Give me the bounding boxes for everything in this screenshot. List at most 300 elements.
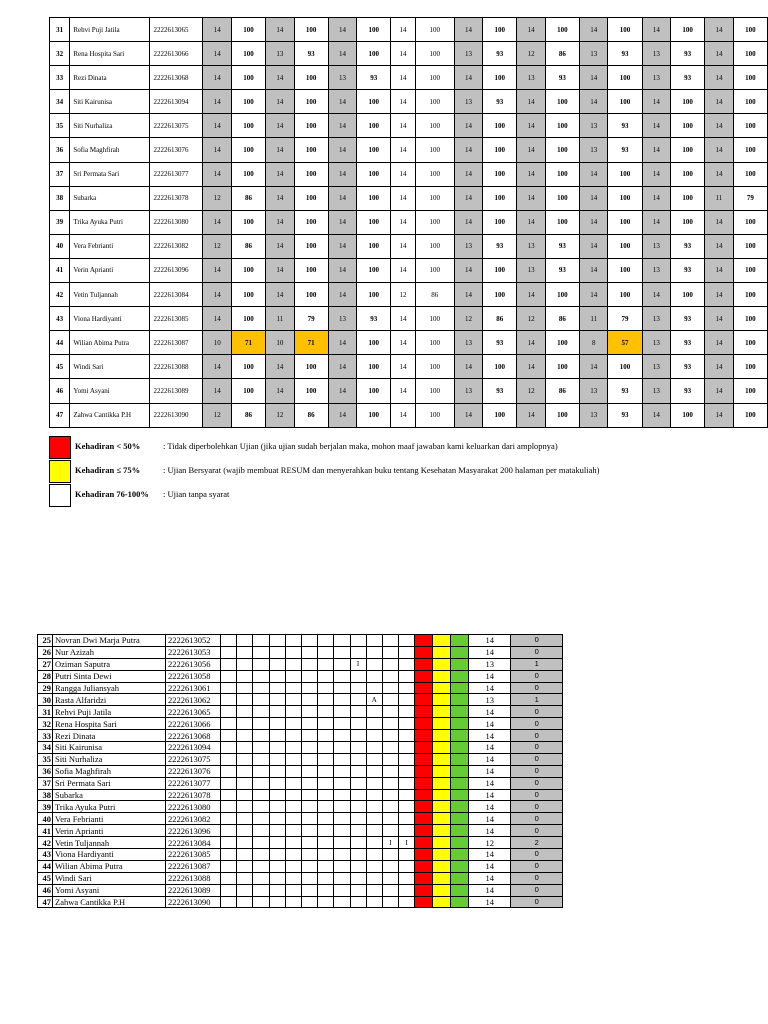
meeting-mark-cell xyxy=(301,825,317,837)
meeting-count-cell: 12 xyxy=(203,186,232,210)
row-number: 27 xyxy=(38,658,53,670)
meeting-count-cell: 14 xyxy=(266,379,295,403)
band-red-cell xyxy=(415,801,433,813)
percentage-cell: 100 xyxy=(608,90,642,114)
meeting-mark-cell xyxy=(350,753,366,765)
percentage-cell: 100 xyxy=(733,355,767,379)
meeting-count-cell: 13 xyxy=(642,355,671,379)
row-number: 29 xyxy=(38,682,53,694)
meeting-mark-cell xyxy=(334,837,350,849)
percentage-cell: 100 xyxy=(294,379,328,403)
percentage-cell: 100 xyxy=(545,114,579,138)
meeting-count-cell: 14 xyxy=(328,138,357,162)
meeting-count-cell: 14 xyxy=(266,210,295,234)
meeting-count-cell: 12 xyxy=(203,403,232,427)
percentage-cell: 100 xyxy=(608,66,642,90)
student-name: Subarka xyxy=(53,789,166,801)
student-row xyxy=(50,90,768,114)
meeting-mark-cell xyxy=(399,682,415,694)
meeting-mark-cell xyxy=(301,777,317,789)
percentage-cell: 100 xyxy=(483,403,517,427)
band-red-cell xyxy=(415,742,433,754)
attendance-recap-table xyxy=(37,634,563,908)
percentage-cell: 86 xyxy=(294,403,328,427)
meeting-mark-cell xyxy=(318,872,334,884)
recap-row xyxy=(38,860,563,872)
percentage-cell: 79 xyxy=(608,307,642,331)
meeting-mark-cell xyxy=(301,884,317,896)
meeting-count-cell: 14 xyxy=(579,90,608,114)
student-name: Viona Hardiyanti xyxy=(70,307,149,331)
meeting-mark-cell xyxy=(237,742,253,754)
percentage-cell: 100 xyxy=(232,355,266,379)
band-red-cell xyxy=(415,646,433,658)
meeting-count-cell: 13 xyxy=(642,258,671,282)
meeting-mark-cell xyxy=(399,646,415,658)
band-red-cell xyxy=(415,849,433,861)
meeting-mark-cell xyxy=(269,825,285,837)
meeting-count-cell: 13 xyxy=(517,258,546,282)
meeting-mark-cell xyxy=(382,706,398,718)
student-id: 2222613084 xyxy=(149,283,203,307)
meeting-count-cell: 14 xyxy=(203,355,232,379)
percentage-cell: 100 xyxy=(232,90,266,114)
meeting-count-cell: 14 xyxy=(517,210,546,234)
band-red-cell xyxy=(415,635,433,647)
meeting-mark-cell xyxy=(253,849,269,861)
percentage-cell: 93 xyxy=(608,138,642,162)
percentage-cell: 100 xyxy=(232,210,266,234)
percentage-cell: 100 xyxy=(294,283,328,307)
student-name: Rena Hospita Sari xyxy=(53,718,166,730)
percentage-cell: 100 xyxy=(357,210,391,234)
meeting-count-cell: 14 xyxy=(328,331,357,355)
band-green-cell xyxy=(451,730,469,742)
meeting-count-cell: 14 xyxy=(705,234,734,258)
meeting-mark-cell xyxy=(221,742,237,754)
meeting-mark-cell xyxy=(318,825,334,837)
meeting-count-cell: 14 xyxy=(203,162,232,186)
meeting-mark-cell xyxy=(350,872,366,884)
meeting-mark-cell xyxy=(269,789,285,801)
percentage-cell: 100 xyxy=(357,162,391,186)
student-name: Zahwa Cantikka P.H xyxy=(53,896,166,908)
meeting-mark-cell xyxy=(382,789,398,801)
percentage-cell: 100 xyxy=(545,18,579,42)
meeting-mark-cell xyxy=(399,777,415,789)
meeting-count-cell: 14 xyxy=(266,18,295,42)
meeting-mark-cell xyxy=(285,635,301,647)
meeting-mark-cell xyxy=(221,777,237,789)
percentage-cell: 100 xyxy=(608,162,642,186)
meeting-mark-cell xyxy=(350,730,366,742)
attendance-count: 14 xyxy=(469,765,511,777)
meeting-count-cell: 13 xyxy=(642,234,671,258)
meeting-count-cell: 14 xyxy=(391,186,415,210)
student-id: 2222613094 xyxy=(166,742,221,754)
student-id: 2222613089 xyxy=(149,379,203,403)
meeting-mark-cell xyxy=(285,765,301,777)
percentage-cell: 100 xyxy=(671,138,705,162)
meeting-mark-cell xyxy=(399,706,415,718)
student-row xyxy=(50,42,768,66)
student-row xyxy=(50,403,768,427)
band-green-cell xyxy=(451,670,469,682)
student-id: 2222613075 xyxy=(149,114,203,138)
percentage-cell: 86 xyxy=(232,403,266,427)
percentage-cell: 71 xyxy=(232,331,266,355)
meeting-count-cell: 10 xyxy=(266,331,295,355)
recap-row xyxy=(38,884,563,896)
meeting-count-cell: 14 xyxy=(705,403,734,427)
meeting-mark-cell xyxy=(285,706,301,718)
band-green-cell xyxy=(451,896,469,908)
meeting-count-cell: 14 xyxy=(391,307,415,331)
meeting-mark-cell xyxy=(350,813,366,825)
band-green-cell xyxy=(451,837,469,849)
percentage-cell: 86 xyxy=(232,186,266,210)
meeting-mark-cell xyxy=(301,718,317,730)
band-yellow-cell xyxy=(433,658,451,670)
percentage-cell: 100 xyxy=(608,258,642,282)
meeting-mark-cell xyxy=(399,813,415,825)
student-id: 2222613090 xyxy=(149,403,203,427)
band-red-cell xyxy=(415,789,433,801)
percentage-cell: 93 xyxy=(671,234,705,258)
meeting-count-cell: 14 xyxy=(705,283,734,307)
student-name: Yomi Asyani xyxy=(70,379,149,403)
meeting-mark-cell xyxy=(399,694,415,706)
meeting-count-cell: 14 xyxy=(391,18,415,42)
percentage-cell: 100 xyxy=(415,162,454,186)
percentage-cell: 100 xyxy=(733,403,767,427)
meeting-mark-cell xyxy=(334,789,350,801)
percentage-cell: 93 xyxy=(671,307,705,331)
meeting-mark-cell xyxy=(350,801,366,813)
meeting-mark-cell xyxy=(285,860,301,872)
meeting-count-cell: 14 xyxy=(454,114,483,138)
student-id: 2222613075 xyxy=(166,753,221,765)
percentage-cell: 100 xyxy=(545,355,579,379)
absence-count: 0 xyxy=(511,753,563,765)
meeting-mark-cell xyxy=(382,658,398,670)
percentage-cell: 100 xyxy=(357,114,391,138)
meeting-count-cell: 14 xyxy=(454,210,483,234)
meeting-mark-cell xyxy=(334,849,350,861)
legend-description: : Ujian Bersyarat (wajib membuat RESUM dan menyerahkan buku tentang Kesehatan Masyarakat 200 halaman per matakuliah) xyxy=(163,465,600,475)
meeting-mark-cell xyxy=(221,682,237,694)
band-yellow-cell xyxy=(433,777,451,789)
meeting-mark-cell xyxy=(253,706,269,718)
meeting-count-cell: 14 xyxy=(517,355,546,379)
student-row xyxy=(50,283,768,307)
percentage-cell: 93 xyxy=(608,403,642,427)
band-green-cell xyxy=(451,884,469,896)
meeting-mark-cell xyxy=(366,742,382,754)
percentage-cell: 100 xyxy=(415,90,454,114)
recap-row xyxy=(38,670,563,682)
student-name: Wilian Abima Putra xyxy=(53,860,166,872)
meeting-mark-cell xyxy=(285,825,301,837)
meeting-count-cell: 14 xyxy=(705,18,734,42)
meeting-mark-cell xyxy=(301,682,317,694)
student-name: Nur Azizah xyxy=(53,646,166,658)
meeting-mark-cell xyxy=(318,789,334,801)
percentage-cell: 100 xyxy=(483,138,517,162)
recap-row xyxy=(38,872,563,884)
row-number: 38 xyxy=(38,789,53,801)
meeting-mark-cell xyxy=(318,706,334,718)
row-number: 28 xyxy=(38,670,53,682)
meeting-mark-cell xyxy=(237,646,253,658)
meeting-count-cell: 14 xyxy=(517,283,546,307)
meeting-mark-cell xyxy=(237,706,253,718)
meeting-mark-cell xyxy=(399,860,415,872)
meeting-count-cell: 14 xyxy=(579,355,608,379)
percentage-cell: 100 xyxy=(415,258,454,282)
meeting-count-cell: 14 xyxy=(517,186,546,210)
percentage-cell: 100 xyxy=(357,42,391,66)
percentage-cell: 93 xyxy=(671,66,705,90)
legend-label: Kehadiran ≤ 75% xyxy=(75,465,141,475)
meeting-mark-cell xyxy=(350,694,366,706)
band-yellow-cell xyxy=(433,801,451,813)
meeting-count-cell: 13 xyxy=(579,138,608,162)
percentage-cell: 100 xyxy=(545,186,579,210)
meeting-mark-cell xyxy=(318,753,334,765)
meeting-mark-cell xyxy=(301,765,317,777)
meeting-mark-cell xyxy=(237,860,253,872)
recap-row xyxy=(38,765,563,777)
percentage-cell: 79 xyxy=(733,186,767,210)
meeting-count-cell: 14 xyxy=(203,210,232,234)
meeting-mark-cell xyxy=(221,730,237,742)
meeting-mark-cell xyxy=(237,730,253,742)
band-yellow-cell xyxy=(433,682,451,694)
meeting-mark-cell xyxy=(350,896,366,908)
percentage-cell: 93 xyxy=(483,331,517,355)
percentage-cell: 71 xyxy=(294,331,328,355)
meeting-mark-cell xyxy=(253,825,269,837)
student-id: 2222613085 xyxy=(166,849,221,861)
band-green-cell xyxy=(451,706,469,718)
band-yellow-cell xyxy=(433,896,451,908)
meeting-mark-cell: I xyxy=(399,837,415,849)
meeting-mark-cell xyxy=(334,872,350,884)
percentage-cell: 100 xyxy=(483,66,517,90)
meeting-count-cell: 14 xyxy=(579,66,608,90)
meeting-count-cell: 14 xyxy=(328,42,357,66)
meeting-count-cell: 14 xyxy=(642,186,671,210)
meeting-mark-cell xyxy=(350,670,366,682)
meeting-count-cell: 14 xyxy=(517,162,546,186)
meeting-count-cell: 13 xyxy=(579,42,608,66)
absence-count: 0 xyxy=(511,742,563,754)
band-red-cell xyxy=(415,872,433,884)
meeting-mark-cell xyxy=(221,789,237,801)
meeting-mark-cell xyxy=(269,765,285,777)
recap-row xyxy=(38,635,563,647)
percentage-cell: 100 xyxy=(232,162,266,186)
meeting-mark-cell xyxy=(366,777,382,789)
absence-count: 0 xyxy=(511,825,563,837)
absence-count: 0 xyxy=(511,801,563,813)
meeting-mark-cell xyxy=(382,753,398,765)
meeting-count-cell: 8 xyxy=(579,331,608,355)
meeting-count-cell: 14 xyxy=(203,258,232,282)
meeting-mark-cell xyxy=(269,813,285,825)
meeting-count-cell: 14 xyxy=(454,138,483,162)
band-green-cell xyxy=(451,753,469,765)
student-name: Wilian Abima Putra xyxy=(70,331,149,355)
student-name: Novran Dwi Marja Putra xyxy=(53,635,166,647)
band-yellow-cell xyxy=(433,872,451,884)
meeting-count-cell: 14 xyxy=(266,234,295,258)
meeting-count-cell: 14 xyxy=(454,283,483,307)
meeting-count-cell: 14 xyxy=(203,307,232,331)
percentage-cell: 100 xyxy=(733,18,767,42)
recap-row xyxy=(38,837,563,849)
meeting-count-cell: 14 xyxy=(642,90,671,114)
percentage-cell: 100 xyxy=(483,210,517,234)
percentage-cell: 100 xyxy=(415,186,454,210)
meeting-mark-cell xyxy=(285,801,301,813)
meeting-mark-cell xyxy=(221,801,237,813)
meeting-mark-cell xyxy=(269,718,285,730)
meeting-mark-cell xyxy=(318,777,334,789)
meeting-mark-cell xyxy=(301,896,317,908)
student-row xyxy=(50,18,768,42)
percentage-cell: 100 xyxy=(733,258,767,282)
percentage-cell: 100 xyxy=(733,210,767,234)
meeting-mark-cell xyxy=(334,801,350,813)
percentage-cell: 100 xyxy=(608,18,642,42)
meeting-mark-cell xyxy=(399,753,415,765)
student-name: Vetin Tuljannah xyxy=(70,283,149,307)
percentage-cell: 100 xyxy=(232,258,266,282)
meeting-mark-cell xyxy=(253,670,269,682)
percentage-cell: 86 xyxy=(545,42,579,66)
meeting-mark-cell xyxy=(269,646,285,658)
percentage-cell: 100 xyxy=(294,90,328,114)
percentage-cell: 100 xyxy=(415,66,454,90)
meeting-mark-cell xyxy=(269,884,285,896)
attendance-count: 14 xyxy=(469,742,511,754)
meeting-mark-cell xyxy=(334,742,350,754)
student-id: 2222613080 xyxy=(149,210,203,234)
row-number: 37 xyxy=(50,162,70,186)
meeting-mark-cell xyxy=(334,658,350,670)
percentage-cell: 93 xyxy=(671,355,705,379)
percentage-cell: 100 xyxy=(733,138,767,162)
meeting-count-cell: 14 xyxy=(642,114,671,138)
recap-row xyxy=(38,849,563,861)
meeting-count-cell: 12 xyxy=(517,42,546,66)
meeting-mark-cell xyxy=(221,825,237,837)
meeting-mark-cell xyxy=(237,813,253,825)
meeting-mark-cell xyxy=(285,730,301,742)
percentage-cell: 100 xyxy=(608,283,642,307)
band-yellow-cell xyxy=(433,813,451,825)
meeting-mark-cell xyxy=(269,896,285,908)
meeting-count-cell: 14 xyxy=(328,114,357,138)
legend-color-swatch xyxy=(49,436,71,459)
meeting-count-cell: 14 xyxy=(705,331,734,355)
student-row xyxy=(50,234,768,258)
meeting-mark-cell xyxy=(366,789,382,801)
meeting-count-cell: 14 xyxy=(266,186,295,210)
attendance-count: 14 xyxy=(469,670,511,682)
meeting-mark-cell xyxy=(237,670,253,682)
row-number: 36 xyxy=(38,765,53,777)
band-red-cell xyxy=(415,884,433,896)
meeting-mark-cell xyxy=(318,860,334,872)
meeting-mark-cell xyxy=(237,765,253,777)
meeting-mark-cell xyxy=(269,837,285,849)
meeting-mark-cell xyxy=(399,718,415,730)
meeting-count-cell: 14 xyxy=(642,138,671,162)
percentage-cell: 93 xyxy=(483,42,517,66)
meeting-mark-cell xyxy=(237,789,253,801)
meeting-count-cell: 11 xyxy=(579,307,608,331)
percentage-cell: 100 xyxy=(545,331,579,355)
meeting-mark-cell xyxy=(366,860,382,872)
percentage-cell: 100 xyxy=(415,18,454,42)
meeting-count-cell: 14 xyxy=(705,114,734,138)
student-row xyxy=(50,331,768,355)
meeting-mark-cell xyxy=(382,872,398,884)
meeting-mark-cell xyxy=(366,753,382,765)
meeting-mark-cell xyxy=(269,682,285,694)
legend-row xyxy=(49,484,709,508)
meeting-count-cell: 13 xyxy=(642,66,671,90)
meeting-mark-cell xyxy=(221,670,237,682)
attendance-count: 14 xyxy=(469,718,511,730)
attendance-count: 14 xyxy=(469,682,511,694)
percentage-cell: 100 xyxy=(733,90,767,114)
legend-color-swatch xyxy=(49,484,71,507)
meeting-count-cell: 14 xyxy=(391,379,415,403)
percentage-cell: 100 xyxy=(545,90,579,114)
percentage-cell: 100 xyxy=(357,138,391,162)
recap-row xyxy=(38,730,563,742)
percentage-cell: 100 xyxy=(294,114,328,138)
percentage-cell: 93 xyxy=(608,379,642,403)
meeting-count-cell: 14 xyxy=(391,258,415,282)
meeting-mark-cell xyxy=(382,825,398,837)
student-id: 2222613068 xyxy=(166,730,221,742)
meeting-mark-cell: A xyxy=(366,694,382,706)
percentage-cell: 100 xyxy=(294,66,328,90)
meeting-mark-cell xyxy=(399,825,415,837)
meeting-mark-cell xyxy=(318,658,334,670)
meeting-mark-cell: I xyxy=(382,837,398,849)
meeting-mark-cell xyxy=(269,849,285,861)
student-id: 2222613078 xyxy=(166,789,221,801)
recap-row xyxy=(38,753,563,765)
meeting-count-cell: 14 xyxy=(391,210,415,234)
meeting-count-cell: 12 xyxy=(517,307,546,331)
meeting-mark-cell xyxy=(382,670,398,682)
percentage-cell: 100 xyxy=(671,403,705,427)
meeting-mark-cell xyxy=(221,860,237,872)
student-id: 2222613077 xyxy=(149,162,203,186)
meeting-mark-cell xyxy=(334,813,350,825)
percentage-cell: 86 xyxy=(232,234,266,258)
student-id: 2222613061 xyxy=(166,682,221,694)
band-green-cell xyxy=(451,682,469,694)
meeting-mark-cell xyxy=(237,658,253,670)
